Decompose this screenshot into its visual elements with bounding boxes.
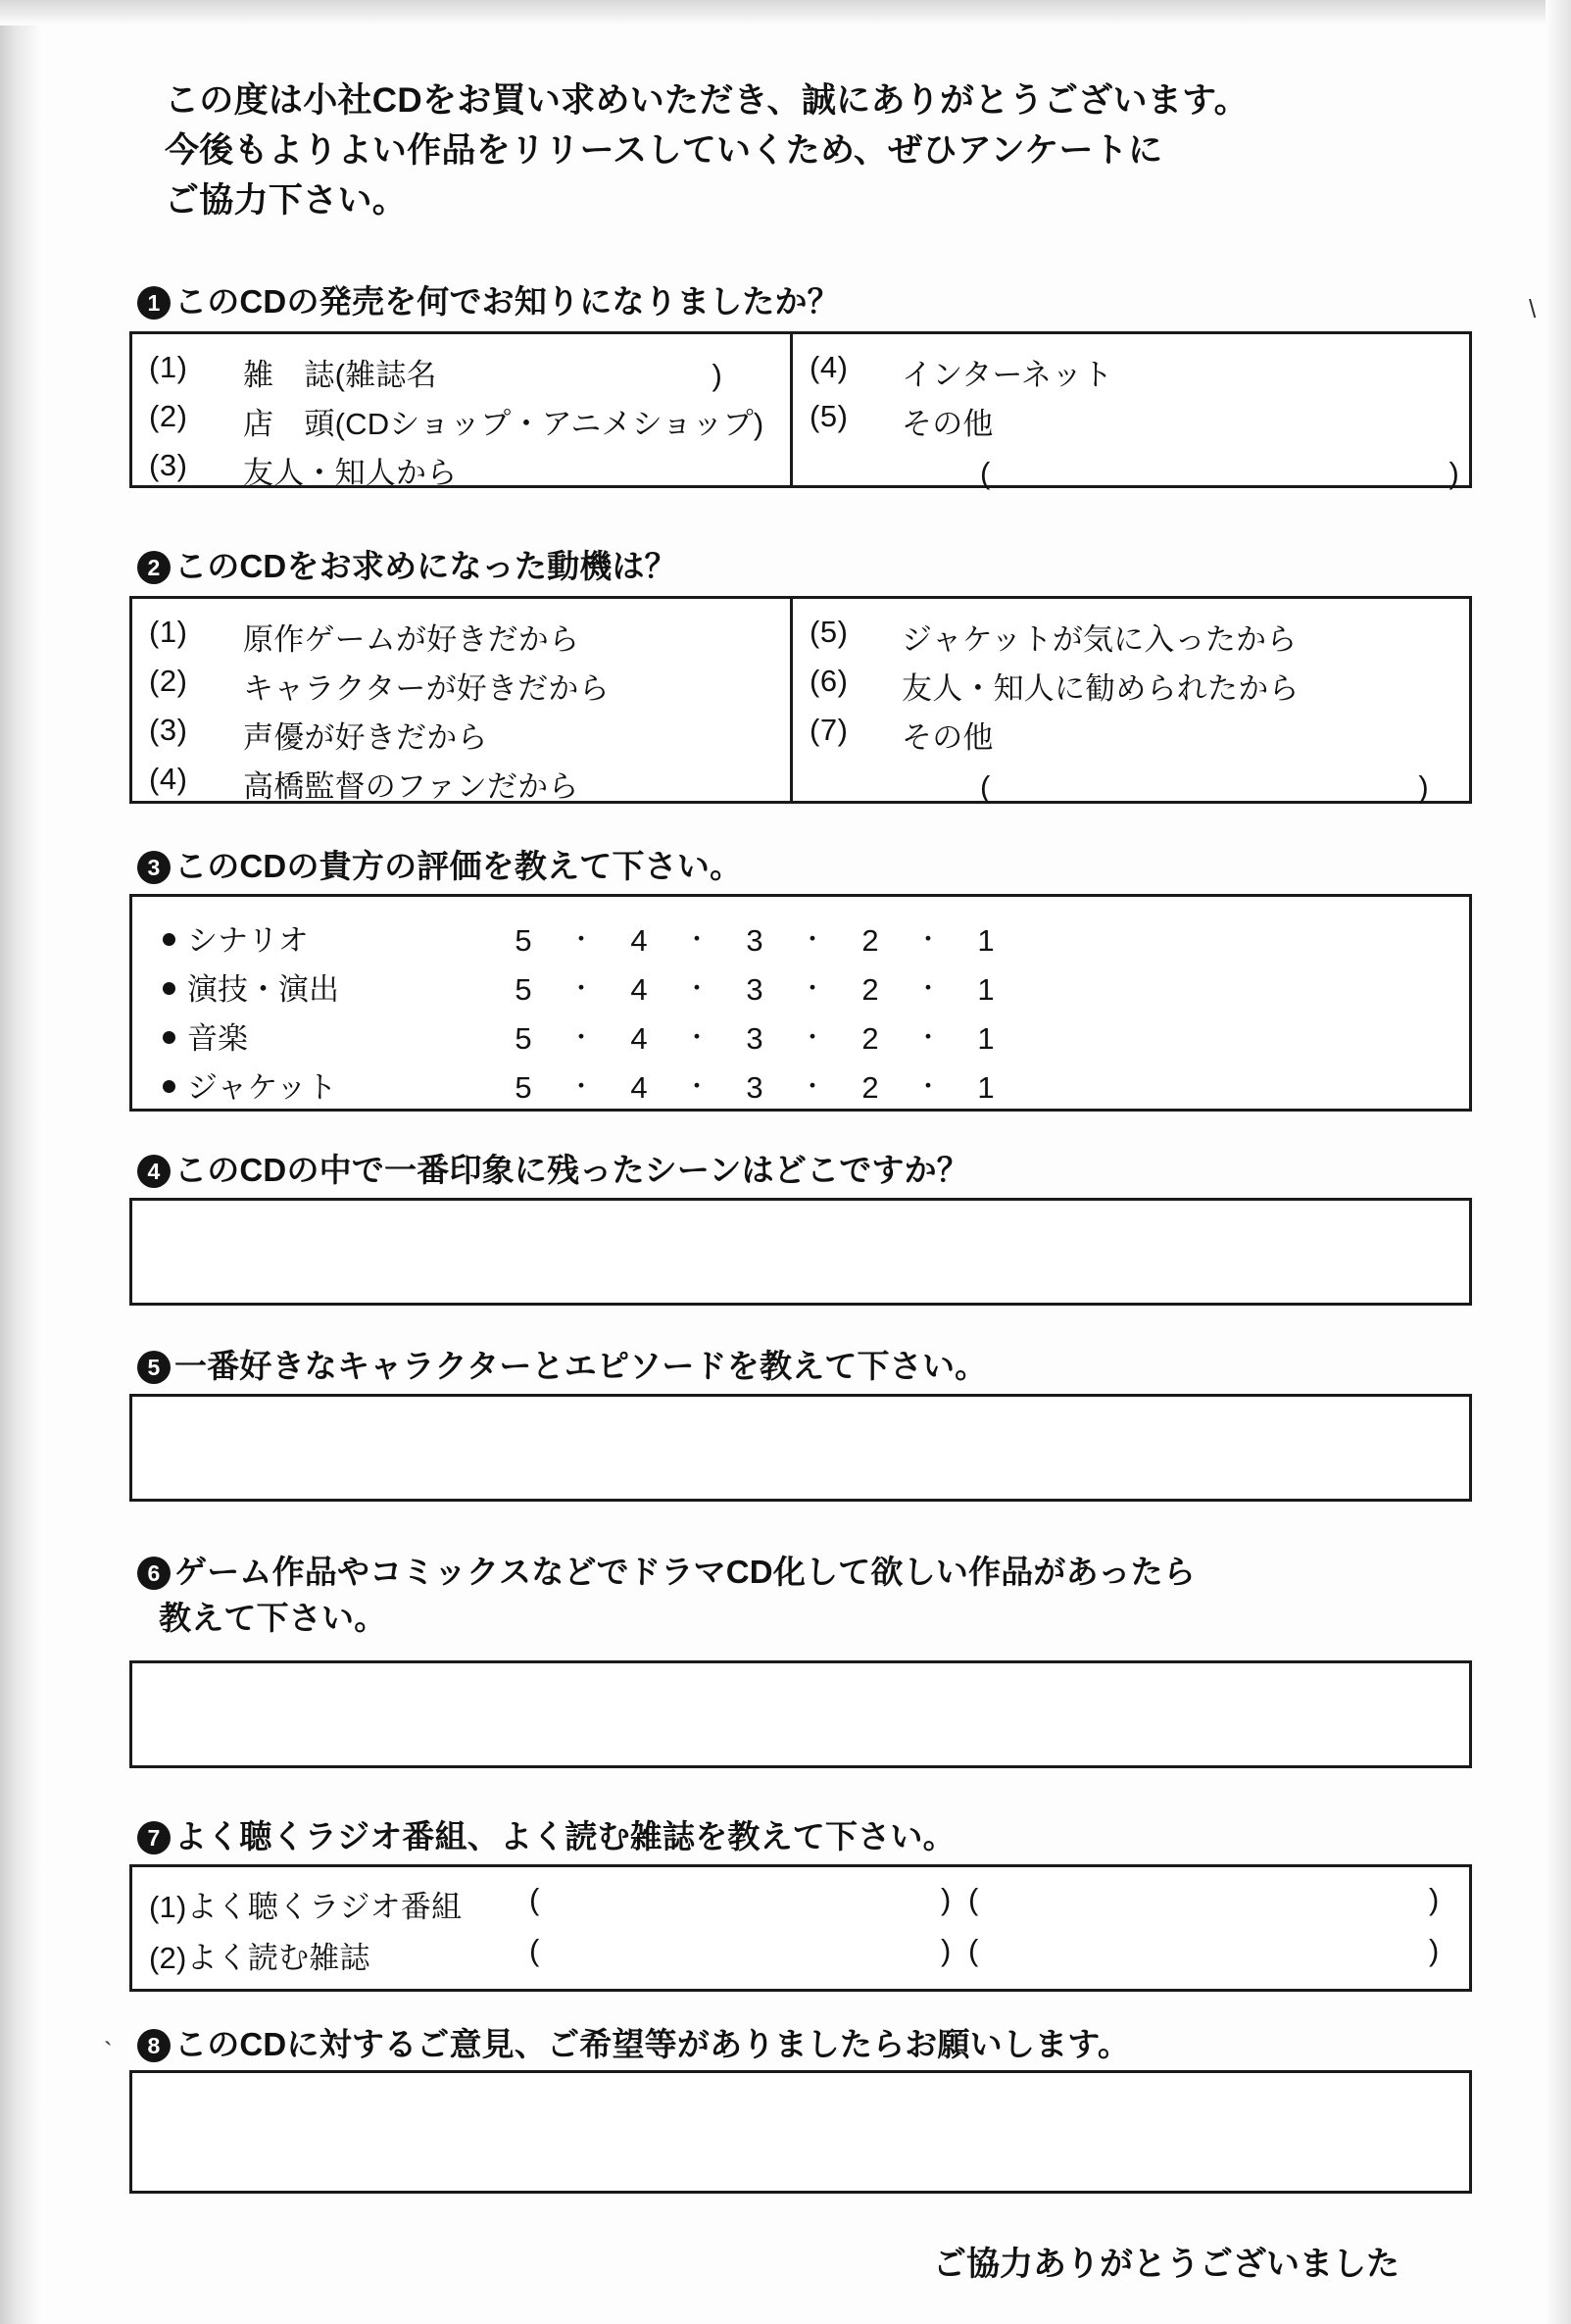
question-6-number: 6 — [137, 1557, 171, 1590]
q7-row-2-field2-close: ) — [1429, 1933, 1440, 1967]
rating-value-4[interactable]: 4 — [630, 923, 648, 958]
question-4-heading — [137, 1145, 969, 1191]
bullet-icon — [163, 1031, 175, 1044]
rating-sep: ・ — [914, 1071, 941, 1101]
q2-right-text-3[interactable]: その他 — [902, 720, 994, 755]
q7-row-1-field2-close: ) — [1429, 1882, 1440, 1916]
margin-mark-right: \ — [1529, 294, 1537, 323]
rating-value-5[interactable]: 5 — [515, 1070, 532, 1105]
rating-sep: ・ — [799, 973, 825, 1003]
question-8-number: 8 — [137, 2029, 171, 2062]
intro-line-1: この度は小社CDをお買い求めいただき、誠にありがとうございます。 — [165, 81, 1249, 120]
q2-right-text-2[interactable]: 友人・知人に勧められたから — [902, 671, 1300, 706]
rating-value-2[interactable]: 2 — [861, 1070, 879, 1105]
rating-value-3[interactable]: 3 — [746, 923, 763, 958]
rating-scale-4[interactable] — [491, 1070, 1018, 1105]
q7-row-1-field1-open[interactable]: ( — [529, 1882, 540, 1916]
bullet-icon — [163, 933, 175, 946]
bullet-icon — [163, 1080, 175, 1093]
rating-value-1[interactable]: 1 — [977, 972, 995, 1007]
question-4-number: 4 — [137, 1155, 171, 1188]
rating-sep: ・ — [799, 924, 825, 954]
question-8-answer-field[interactable] — [129, 2070, 1472, 2194]
margin-mark: ` — [104, 2037, 113, 2066]
rating-value-5[interactable]: 5 — [515, 972, 532, 1007]
rating-value-4[interactable]: 4 — [630, 972, 648, 1007]
question-7-heading — [137, 1811, 956, 1857]
question-7-number: 7 — [137, 1821, 171, 1854]
question-5-number: 5 — [137, 1351, 171, 1384]
rating-sep: ・ — [914, 973, 941, 1003]
rating-value-2[interactable]: 2 — [861, 923, 879, 958]
q2-left-text-1[interactable]: 原作ゲームが好きだから — [243, 622, 580, 657]
q7-row-1-field1-close: ) — [941, 1882, 952, 1916]
footer-thanks: ご協力ありがとうございました — [933, 2246, 1399, 2283]
rating-scale-2[interactable] — [491, 972, 1018, 1007]
rating-sep: ・ — [683, 1071, 710, 1101]
q1-left-label-3: (3) — [149, 448, 188, 482]
question-1-title: このCDの発売を何でお知りになりましたか？ — [174, 283, 840, 320]
intro-text — [165, 76, 1439, 225]
rating-value-4[interactable]: 4 — [630, 1021, 648, 1056]
rating-label-1: シナリオ — [187, 923, 309, 958]
q2-left-text-3[interactable]: 声優が好きだから — [243, 720, 488, 755]
question-3-number: 3 — [137, 851, 171, 884]
rating-value-1[interactable]: 1 — [977, 1021, 995, 1056]
q2-left-label-3: (3) — [149, 713, 188, 747]
rating-value-3[interactable]: 3 — [746, 1021, 763, 1056]
question-2-heading — [137, 541, 677, 587]
q2-left-label-4: (4) — [149, 762, 188, 796]
question-7-title: よく聴くラジオ番組、よく読む雑誌を教えて下さい。 — [174, 1818, 956, 1854]
rating-sep: ・ — [799, 1071, 825, 1101]
rating-row-3 — [163, 1014, 1018, 1058]
rating-label-2: 演技・演出 — [187, 972, 339, 1007]
q2-right-other-field[interactable]: ( ) — [980, 769, 1429, 804]
q2-right-text-1[interactable]: ジャケットが気に入ったから — [902, 622, 1298, 657]
q7-row-1-label: (1)よく聴くラジオ番組 — [149, 1890, 463, 1924]
rating-value-5[interactable]: 5 — [515, 923, 532, 958]
q7-row-2-field1-close: ) — [941, 1933, 952, 1967]
question-4-title: このCDの中で一番印象に残ったシーンはどこですか？ — [174, 1152, 970, 1188]
rating-sep: ・ — [567, 1071, 594, 1101]
q1-left-label-2: (2) — [149, 399, 188, 433]
question-6-heading — [137, 1547, 1196, 1639]
q2-left-text-2[interactable]: キャラクターが好きだから — [243, 671, 610, 706]
rating-scale-1[interactable] — [491, 923, 1018, 958]
rating-value-3[interactable]: 3 — [746, 1070, 763, 1105]
q1-left-text-1[interactable]: 雑 誌(雑誌名 ) — [243, 358, 723, 392]
rating-value-1[interactable]: 1 — [977, 923, 995, 958]
rating-sep: ・ — [683, 924, 710, 954]
rating-value-3[interactable]: 3 — [746, 972, 763, 1007]
q1-left-text-2[interactable]: 店 頭(CDショップ・アニメショップ) — [243, 407, 764, 441]
q7-row-1-field2-open[interactable]: ( — [968, 1882, 979, 1916]
question-8-title: このCDに対するご意見、ご希望等がありましたらお願いします。 — [174, 2026, 1131, 2062]
q1-right-text-2[interactable]: その他 — [902, 407, 994, 441]
q1-left-text-3[interactable]: 友人・知人から — [243, 456, 458, 490]
question-3-heading — [137, 841, 742, 887]
rating-label-4: ジャケット — [187, 1070, 337, 1105]
rating-sep: ・ — [799, 1022, 825, 1052]
question-2-number: 2 — [137, 551, 171, 584]
rating-value-2[interactable]: 2 — [861, 1021, 879, 1056]
rating-sep: ・ — [914, 924, 941, 954]
question-3-title: このCDの貴方の評価を教えて下さい。 — [174, 848, 743, 884]
bullet-icon — [163, 982, 175, 995]
q1-left-label-1: (1) — [149, 350, 188, 384]
q7-row-2-field1-open[interactable]: ( — [529, 1933, 540, 1967]
question-5-answer-field[interactable] — [129, 1394, 1472, 1502]
q2-left-label-1: (1) — [149, 615, 188, 649]
rating-sep: ・ — [567, 1022, 594, 1052]
intro-line-3: ご協力下さい。 — [165, 180, 408, 220]
question-6-answer-field[interactable] — [129, 1660, 1472, 1768]
rating-sep: ・ — [567, 973, 594, 1003]
question-4-answer-field[interactable] — [129, 1198, 1472, 1306]
q2-left-text-4[interactable]: 高橋監督のファンだから — [243, 769, 579, 804]
q7-row-2-label: (2)よく読む雑誌 — [149, 1941, 370, 1975]
rating-row-1 — [163, 915, 1018, 960]
question-5-title: 一番好きなキャラクターとエピソードを教えて下さい。 — [174, 1348, 988, 1384]
rating-row-2 — [163, 964, 1018, 1009]
q1-right-label-1: (4) — [810, 350, 849, 384]
rating-value-2[interactable]: 2 — [861, 972, 879, 1007]
rating-scale-3[interactable] — [491, 1021, 1018, 1056]
q2-right-label-2: (6) — [810, 664, 849, 698]
question-8-heading — [137, 2019, 1130, 2065]
question-1-number: 1 — [137, 286, 171, 320]
question-1-heading — [137, 276, 840, 322]
q2-right-label-1: (5) — [810, 615, 849, 649]
rating-row-4 — [163, 1063, 1018, 1107]
question-5-heading — [137, 1341, 987, 1387]
rating-sep: ・ — [567, 924, 594, 954]
q1-right-label-2: (5) — [810, 399, 849, 433]
rating-sep: ・ — [683, 973, 710, 1003]
rating-value-4[interactable]: 4 — [630, 1070, 648, 1105]
question-6-title-line2: 教えて下さい。 — [159, 1600, 387, 1636]
q7-row-2-field2-open[interactable]: ( — [968, 1933, 979, 1967]
rating-value-5[interactable]: 5 — [515, 1021, 532, 1056]
rating-sep: ・ — [683, 1022, 710, 1052]
rating-sep: ・ — [914, 1022, 941, 1052]
question-1-divider — [790, 331, 793, 488]
q2-left-label-2: (2) — [149, 664, 188, 698]
q1-right-text-1[interactable]: インターネット — [902, 358, 1113, 392]
q2-right-label-3: (7) — [810, 713, 849, 747]
question-2-title: このCDをお求めになった動機は？ — [174, 548, 677, 584]
question-6-title-line1: ゲーム作品やコミックスなどでドラマCD化して欲しい作品があったら — [174, 1554, 1197, 1590]
rating-value-1[interactable]: 1 — [977, 1070, 995, 1105]
intro-line-2: 今後もよりよい作品をリリースしていくため、ぜひアンケートに — [165, 130, 1163, 170]
question-2-divider — [790, 596, 793, 804]
q1-right-other-field[interactable]: ( ) — [980, 456, 1460, 490]
rating-label-3: 音楽 — [187, 1021, 248, 1056]
